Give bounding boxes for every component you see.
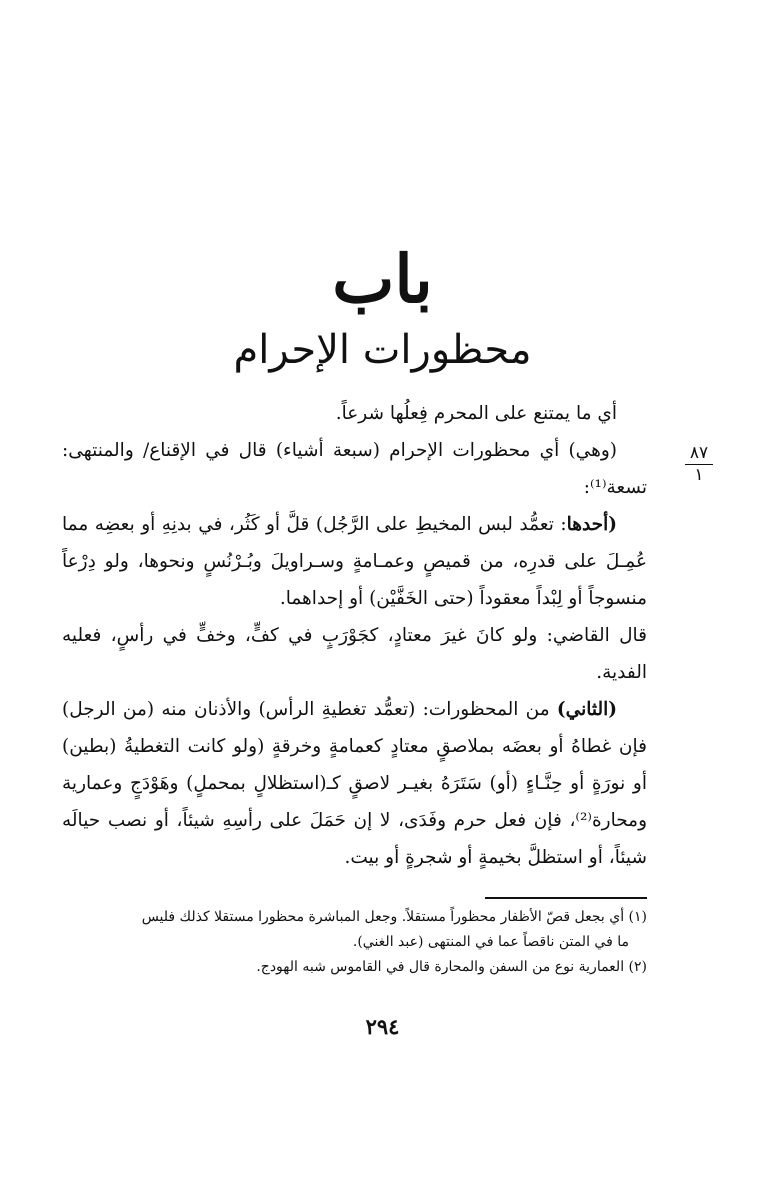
margin-ref-top: ٨٧	[689, 443, 709, 463]
first-label: (أحدها	[566, 514, 617, 535]
second-label: (الثاني)	[556, 699, 617, 720]
footnote-1-line-1: (١) أي بجعل قصّ الأظفار محظوراً مستقلاً. وجعل المباشرة محظورا مستقلا كذلك فليس	[141, 909, 647, 925]
second-text: من المحظورات: (تعمُّد تغطيةِ الرأس) والأذنان منه (من الرجل) فإن غطاهُ أو بعضَه بملاصقٍ معتادٍ كعمامةٍ وخرقةٍ (ولو كانت التغطيةُ (بطين) أو نورَةٍ أو حِنَّـاءٍ (أو) سَتَرَهُ بغيـر لاصقٍ كـ(استظلالٍ بمحملٍ) وهَوْدَجٍ وعمارية ومحارة⁽²⁾، فإن فعل حرم وفَدَى، لا إن حَمَلَ على رأسِهِ شيئاً، أو نصب حيالَه شيئاً، أو استظلَّ بخيمةٍ أو شجرةٍ أو بيت.	[62, 699, 647, 868]
paragraph-count: (وهي) أي محظورات الإحرام (سبعة أشياء) قال في الإقناع/ والمنتهى: تسعة⁽¹⁾:	[62, 440, 647, 498]
chapter-title-block	[0, 240, 765, 376]
main-text	[62, 395, 647, 876]
footnote-1-line-2: ما في المتن ناقصاً عما في المنتهى (عبد الغني).	[352, 934, 629, 950]
chapter-title: محظورات الإحرام	[233, 327, 532, 373]
footnote-divider	[485, 897, 647, 899]
paragraph-qadi-quote: قال القاضي: ولو كانَ غيرَ معتادٍ، كجَوْرَبٍ في كفٍّ، وخفٍّ في رأسٍ، فعليه الفدية.	[62, 625, 647, 683]
paragraph-first-prohibition	[62, 506, 647, 617]
footnote-2: (٢) العمارية نوع من السفن والمحارة قال في القاموس شبه الهودج.	[256, 959, 647, 975]
chapter-heading: باب	[332, 240, 433, 318]
footnotes	[62, 905, 647, 980]
margin-page-reference	[677, 444, 721, 485]
page-number: ٢٩٤	[365, 1014, 400, 1039]
paragraph-definition: أي ما يمتنع على المحرم فِعلُها شرعاً.	[335, 403, 617, 424]
first-text: : تعمُّد لبس المخيطِ على الرَّجُل) قلَّ أو كَثُر، في بدنِهِ أو بعضِه مما عُمِـلَ على قدرِه، من قميصٍ وعمـامةٍ وسـراويلَ وبُـرْنُسٍ ونحوها، ولو دِرْعاً منسوجاً أو لِبْداً معقوداً (حتى الخَفَّيْن) أو إحداهما.	[62, 514, 647, 609]
margin-ref-bottom: ١	[694, 465, 704, 485]
paragraph-second-prohibition	[62, 691, 647, 876]
